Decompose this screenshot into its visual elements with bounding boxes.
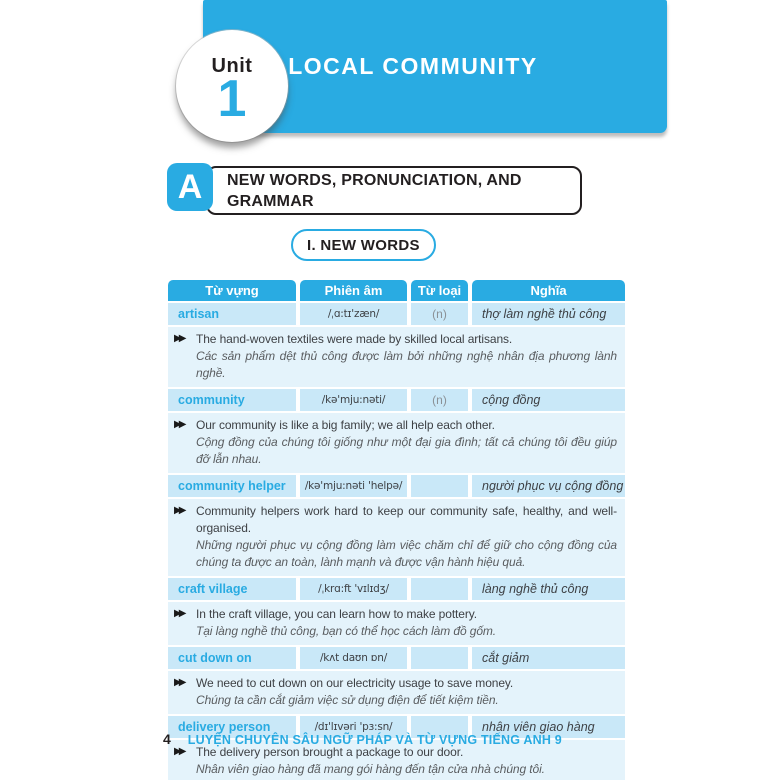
vocab-phonetic: /kʌt daʊn ɒn/ bbox=[300, 647, 407, 669]
example-vietnamese: Những người phục vụ cộng đồng làm việc chăm chỉ để giữ cho cộng đồng của chúng ta được an toàn, lành mạnh và được vận hành hiệu quả. bbox=[196, 538, 617, 569]
table-row bbox=[168, 303, 625, 325]
vocab-phonetic: /ˌkrɑ:ft 'vɪlɪdʒ/ bbox=[300, 578, 407, 600]
vocab-type: (n) bbox=[411, 303, 468, 325]
double-arrow-icon: ▶▶ bbox=[174, 419, 184, 430]
double-arrow-icon: ▶▶ bbox=[174, 505, 184, 516]
vocab-word: delivery person bbox=[168, 716, 296, 738]
example-text bbox=[196, 744, 617, 778]
example-text bbox=[196, 331, 617, 382]
example-vietnamese: Cộng đồng của chúng tôi giống như một đại gia đình; tất cả chúng tôi đều giúp đỡ lẫn nhau. bbox=[196, 435, 617, 466]
double-arrow-icon: ▶▶ bbox=[174, 746, 184, 757]
unit-number-badge bbox=[176, 30, 288, 142]
example-row bbox=[168, 602, 625, 645]
vocab-word: artisan bbox=[168, 303, 296, 325]
example-row bbox=[168, 671, 625, 714]
vocab-meaning: thợ làm nghề thủ công bbox=[472, 303, 625, 325]
double-arrow-icon: ▶▶ bbox=[174, 677, 184, 688]
double-arrow-icon: ▶▶ bbox=[174, 333, 184, 344]
example-text bbox=[196, 417, 617, 468]
vocab-meaning: cắt giảm bbox=[472, 647, 625, 669]
example-vietnamese: Nhân viên giao hàng đã mang gói hàng đến tận cửa nhà chúng tôi. bbox=[196, 762, 545, 776]
footer-title: LUYỆN CHUYÊN SÂU NGỮ PHÁP VÀ TỪ VỰNG TIẾNG ANH 9 bbox=[187, 733, 562, 747]
vocab-type bbox=[411, 475, 468, 497]
example-row bbox=[168, 499, 625, 576]
vocab-phonetic: /kə'mju:nəti 'helpə/ bbox=[300, 475, 407, 497]
example-english: Community helpers work hard to keep our community safe, healthy, and well-organised. bbox=[196, 504, 617, 535]
unit-number: 1 bbox=[217, 70, 247, 128]
vocab-word: community bbox=[168, 389, 296, 411]
vocab-type bbox=[411, 578, 468, 600]
example-text bbox=[196, 503, 617, 571]
col-header-phonetic: Phiên âm bbox=[300, 280, 407, 301]
example-vietnamese: Các sản phẩm dệt thủ công được làm bởi những nghệ nhân địa phương lành nghề. bbox=[196, 349, 617, 380]
vocab-phonetic: /kə'mju:nəti/ bbox=[300, 389, 407, 411]
section-letter: A bbox=[177, 167, 203, 206]
table-row bbox=[168, 647, 625, 669]
section-title-frame bbox=[206, 166, 582, 215]
page-footer bbox=[163, 731, 562, 747]
double-arrow-icon: ▶▶ bbox=[174, 608, 184, 619]
example-english: The hand-woven textiles were made by skilled local artisans. bbox=[196, 332, 513, 346]
example-row bbox=[168, 413, 625, 473]
table-header-row bbox=[168, 280, 625, 301]
example-vietnamese: Tại làng nghề thủ công, bạn có thể học cách làm đồ gốm. bbox=[196, 624, 497, 638]
example-english: We need to cut down on our electricity usage to save money. bbox=[196, 676, 514, 690]
vocabulary-table bbox=[168, 280, 625, 780]
table-row bbox=[168, 389, 625, 411]
vocab-word: community helper bbox=[168, 475, 296, 497]
vocab-word: craft village bbox=[168, 578, 296, 600]
example-row bbox=[168, 327, 625, 387]
vocab-meaning: nhân viên giao hàng bbox=[472, 716, 625, 738]
example-text bbox=[196, 675, 617, 709]
vocab-type bbox=[411, 647, 468, 669]
unit-title: LOCAL COMMUNITY bbox=[288, 53, 538, 79]
section-title: NEW WORDS, PRONUNCIATION, AND GRAMMAR bbox=[227, 171, 522, 210]
col-header-type: Từ loại bbox=[411, 280, 468, 301]
unit-label: Unit bbox=[211, 55, 253, 77]
example-english: Our community is like a big family; we all help each other. bbox=[196, 418, 495, 432]
vocab-phonetic: /ˌɑ:tɪ'zæn/ bbox=[300, 303, 407, 325]
new-words-heading bbox=[291, 229, 436, 261]
example-english: The delivery person brought a package to our door. bbox=[196, 745, 464, 759]
new-words-heading-label: I. NEW WORDS bbox=[307, 236, 420, 254]
example-vietnamese: Chúng ta cần cắt giảm việc sử dụng điện để tiết kiệm tiền. bbox=[196, 693, 499, 707]
vocab-meaning: cộng đồng bbox=[472, 389, 625, 411]
vocab-meaning: người phục vụ cộng đồng bbox=[472, 475, 625, 497]
example-text bbox=[196, 606, 617, 640]
vocab-meaning: làng nghề thủ công bbox=[472, 578, 625, 600]
vocab-word: cut down on bbox=[168, 647, 296, 669]
section-letter-badge bbox=[167, 163, 213, 211]
page-number: 4 bbox=[163, 731, 171, 747]
table-row bbox=[168, 475, 625, 497]
table-row bbox=[168, 578, 625, 600]
vocab-phonetic: /dɪ'lɪvəri 'pɜ:sn/ bbox=[300, 716, 407, 738]
col-header-word: Từ vựng bbox=[168, 280, 296, 301]
example-english: In the craft village, you can learn how to make pottery. bbox=[196, 607, 477, 621]
col-header-meaning: Nghĩa bbox=[472, 280, 625, 301]
vocab-type: (n) bbox=[411, 389, 468, 411]
